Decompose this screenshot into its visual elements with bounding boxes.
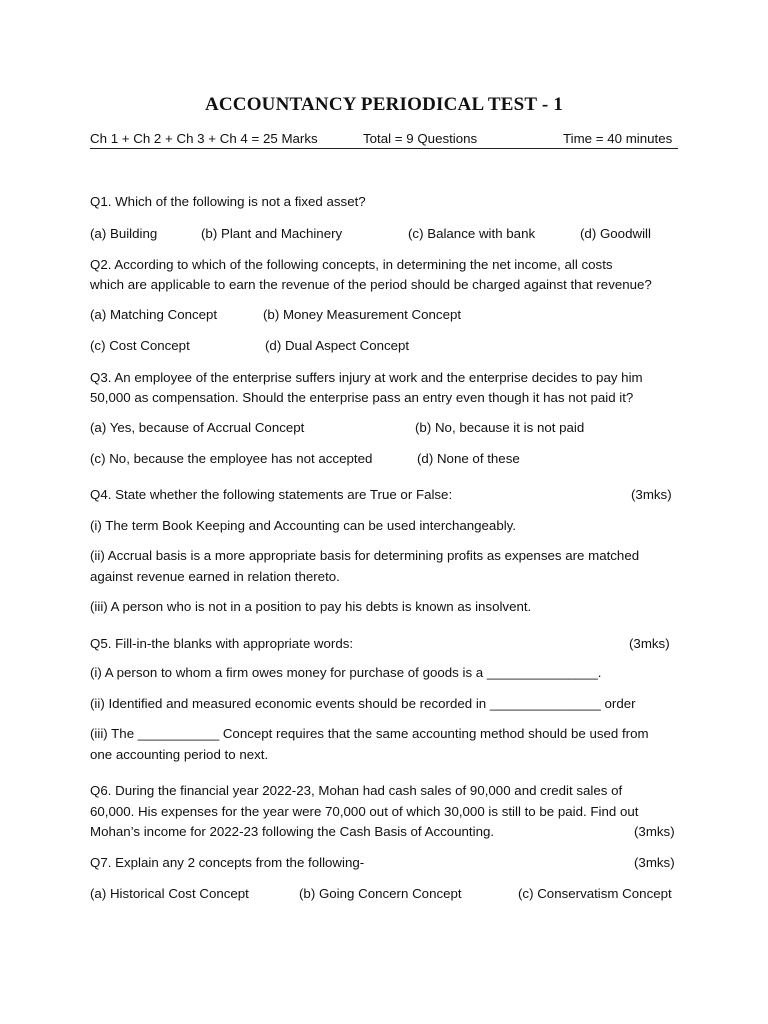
q3-line-2: 50,000 as compensation. Should the enterprise pass an entry even though it has not paid it? — [90, 390, 634, 405]
q1-option-a: (a) Building — [90, 226, 158, 241]
header-total: Total = 9 Questions — [363, 131, 478, 146]
q7-text: Q7. Explain any 2 concepts from the following- — [90, 855, 365, 870]
q6-line-1: Q6. During the financial year 2022-23, Mohan had cash sales of 90,000 and credit sales of — [90, 783, 623, 798]
q2-option-b: (b) Money Measurement Concept — [263, 307, 462, 322]
q6-line-2: 60,000. His expenses for the year were 70,000 out of which 30,000 is still to be paid. Find out — [90, 804, 639, 819]
q6-line-3: Mohan’s income for 2022-23 following the Cash Basis of Accounting. — [90, 824, 495, 839]
q2-line-1: Q2. According to which of the following concepts, in determining the net income, all costs — [90, 257, 613, 272]
q4-item-3: (iii) A person who is not in a position to pay his debts is known as insolvent. — [90, 599, 532, 614]
q4-marks: (3mks) — [631, 487, 672, 502]
q3-option-a: (a) Yes, because of Accrual Concept — [90, 420, 305, 435]
q3-option-c: (c) No, because the employee has not accepted — [90, 451, 373, 466]
q2-line-2: which are applicable to earn the revenue of the period should be charged against that revenue? — [90, 277, 652, 292]
q2-option-c: (c) Cost Concept — [90, 338, 190, 353]
q1-option-d: (d) Goodwill — [580, 226, 651, 241]
q5-marks: (3mks) — [629, 636, 670, 651]
q4-item-2-cont: against revenue earned in relation thereto. — [90, 569, 340, 584]
q1-option-c: (c) Balance with bank — [408, 226, 536, 241]
q5-text: Q5. Fill-in-the blanks with appropriate words: — [90, 636, 354, 651]
q4-text: Q4. State whether the following statements are True or False: — [90, 487, 453, 502]
q7-option-a: (a) Historical Cost Concept — [90, 886, 249, 901]
q5-item-1: (i) A person to whom a firm owes money for purchase of goods is a _______________. — [90, 665, 602, 680]
q2-option-d: (d) Dual Aspect Concept — [265, 338, 410, 353]
q7-option-b: (b) Going Concern Concept — [299, 886, 462, 901]
q1-option-b: (b) Plant and Machinery — [201, 226, 343, 241]
q5-item-3-cont: one accounting period to next. — [90, 747, 269, 762]
q4-item-2: (ii) Accrual basis is a more appropriate basis for determining profits as expenses are matched — [90, 548, 640, 563]
q1-text: Q1. Which of the following is not a fixed asset? — [90, 194, 366, 209]
q6-marks: (3mks) — [634, 824, 675, 839]
header-chapters: Ch 1 + Ch 2 + Ch 3 + Ch 4 = 25 Marks — [90, 131, 318, 146]
page-title: ACCOUNTANCY PERIODICAL TEST - 1 — [204, 94, 564, 115]
q7-marks: (3mks) — [634, 855, 675, 870]
q3-line-1: Q3. An employee of the enterprise suffers injury at work and the enterprise decides to pay him — [90, 370, 643, 385]
q2-option-a: (a) Matching Concept — [90, 307, 218, 322]
q5-item-3: (iii) The ___________ Concept requires that the same accounting method should be used from — [90, 726, 649, 741]
q3-option-b: (b) No, because it is not paid — [415, 420, 585, 435]
q5-item-2: (ii) Identified and measured economic events should be recorded in _______________ order — [90, 696, 636, 711]
q3-option-d: (d) None of these — [417, 451, 520, 466]
q7-option-c: (c) Conservatism Concept — [518, 886, 672, 901]
q4-item-1: (i) The term Book Keeping and Accounting can be used interchangeably. — [90, 518, 517, 533]
header-time: Time = 40 minutes — [563, 131, 673, 146]
header-rule — [90, 148, 678, 149]
